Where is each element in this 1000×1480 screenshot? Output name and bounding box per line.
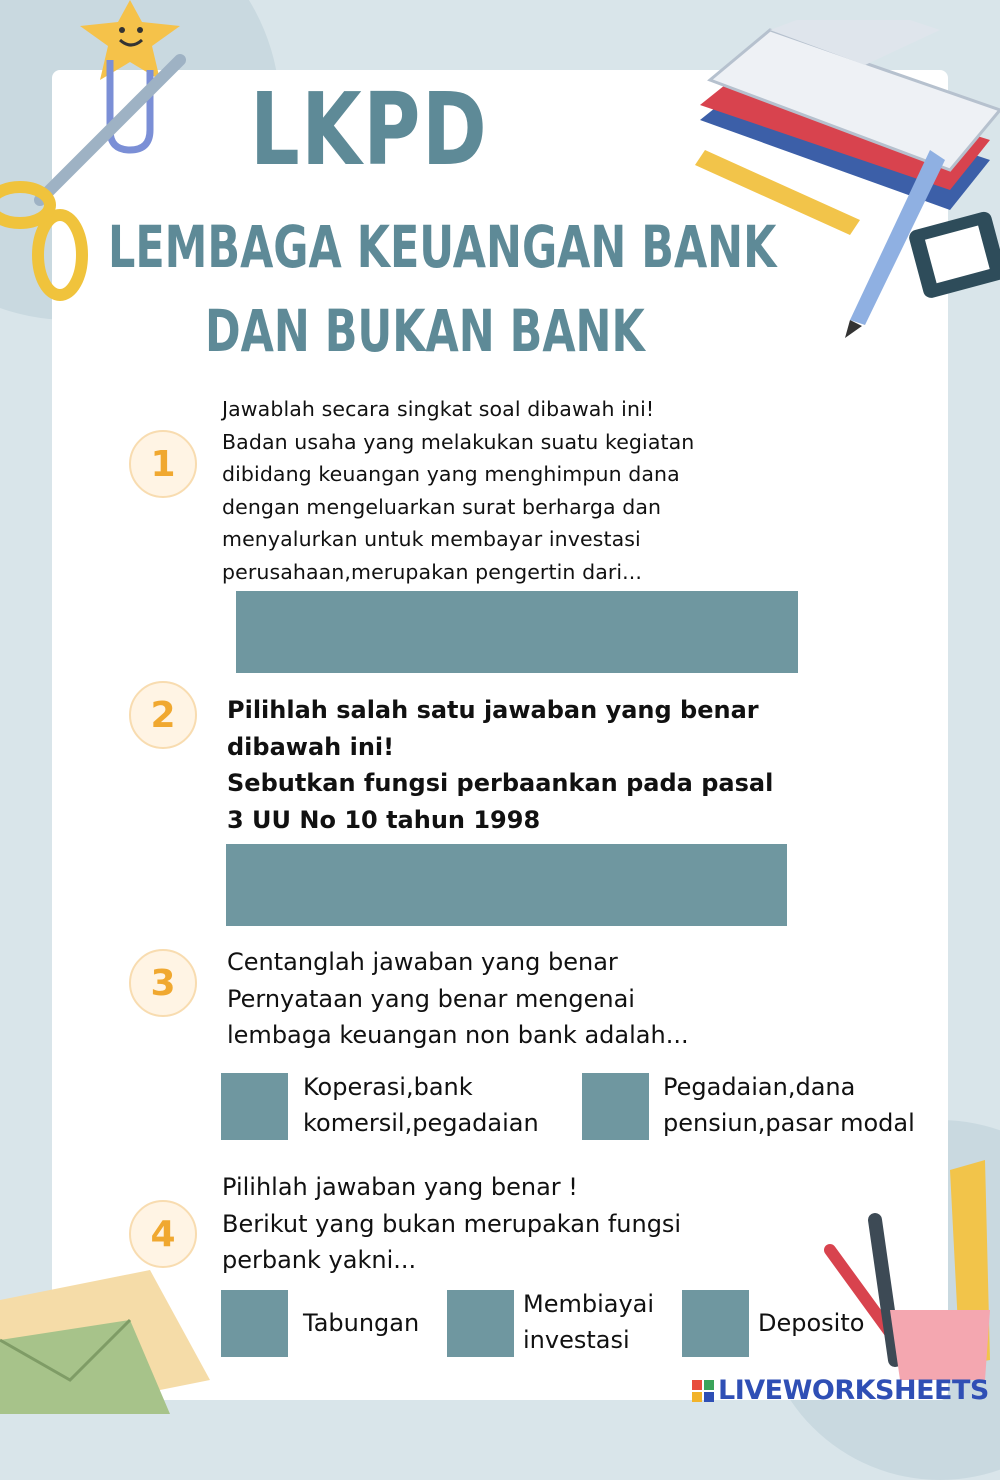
option-checkbox-3b[interactable] (582, 1073, 649, 1140)
option-label-4a: Tabungan (303, 1309, 420, 1337)
option-label-line: investasi (523, 1326, 630, 1354)
option-checkbox-4c[interactable] (682, 1290, 749, 1357)
question-line: perusahaan,merupakan pengertin dari... (222, 559, 643, 584)
option-label-line: komersil,pegadaian (303, 1109, 539, 1137)
question-line: dibidang keuangan yang menghimpun dana (222, 462, 680, 487)
liveworksheets-brand[interactable] (692, 1375, 989, 1406)
option-label-line: Membiayai (523, 1290, 655, 1318)
question-line: Pernyataan yang benar mengenai (227, 984, 635, 1013)
answer-input-1[interactable] (236, 591, 798, 673)
question-line: Centanglah jawaban yang benar (227, 948, 618, 976)
option-checkbox-4b[interactable] (447, 1290, 514, 1357)
option-label-line: pensiun,pasar modal (663, 1109, 915, 1137)
option-label-4b (523, 1286, 654, 1358)
answer-input-2[interactable] (226, 844, 787, 926)
brush-icon (875, 1220, 895, 1360)
question-line: Pilihlah jawaban yang benar ! (222, 1173, 578, 1201)
option-label-line: Koperasi,bank (303, 1073, 473, 1101)
question-number-2: 2 (129, 681, 197, 749)
calculator-icon (907, 210, 1000, 300)
question-4-text (222, 1169, 770, 1279)
option-label-3b (663, 1069, 915, 1141)
question-line: dengan mengeluarkan surat berharga dan (222, 494, 662, 519)
option-label-3a (303, 1069, 539, 1141)
option-label-line: Pegadaian,dana (663, 1073, 856, 1101)
question-line: Badan usaha yang melakukan suatu kegiatan (222, 429, 695, 454)
question-line: Sebutkan fungsi perbaankan pada pasal (227, 769, 774, 797)
page-subtitle-line2: DAN BUKAN BANK (205, 297, 645, 365)
envelope-decoration-icon (0, 1260, 240, 1414)
option-checkbox-3a[interactable] (221, 1073, 288, 1140)
page-subtitle-line1: LEMBAGA KEUANGAN BANK (108, 213, 777, 281)
question-line: perbank yakni... (222, 1246, 417, 1274)
liveworksheets-logo-icon (692, 1380, 714, 1402)
question-line: 3 UU No 10 tahun 1998 (227, 805, 541, 834)
option-checkbox-4a[interactable] (221, 1290, 288, 1357)
pencil-cup-decoration-icon (820, 1160, 1000, 1380)
question-3-text (227, 944, 775, 1054)
question-number-4: 4 (129, 1200, 197, 1268)
question-2-text (227, 692, 775, 838)
books-decoration-icon (690, 20, 1000, 340)
question-number-1: 1 (129, 430, 197, 498)
question-number-3: 3 (129, 949, 197, 1017)
question-line: Jawablah secara singkat soal dibawah ini! (222, 397, 655, 421)
option-label-4c: Deposito (758, 1309, 865, 1337)
page-title: LKPD (250, 71, 489, 188)
question-line: lembaga keuangan non bank adalah... (227, 1021, 689, 1049)
question-line: menyalurkan untuk membayar investasi (222, 527, 641, 552)
brand-text: LIVEWORKSHEETS (718, 1375, 989, 1406)
question-line: Berikut yang bukan merupakan fungsi (222, 1209, 682, 1238)
question-line: dibawah ini! (227, 732, 395, 761)
question-1-text (222, 393, 814, 589)
question-line: Pilihlah salah satu jawaban yang benar (227, 696, 759, 724)
